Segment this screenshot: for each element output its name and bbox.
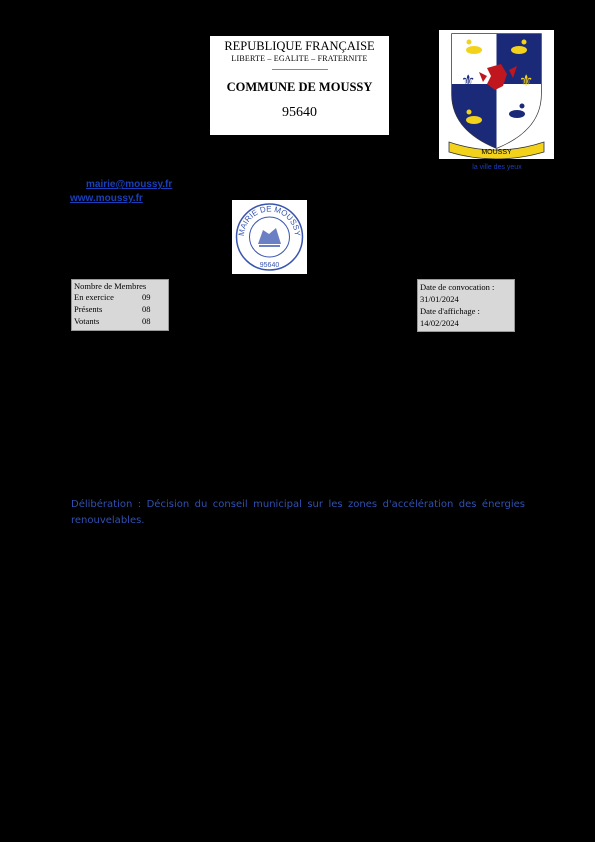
commune-header bbox=[210, 36, 389, 135]
svg-text:⚜: ⚜ bbox=[519, 71, 534, 90]
deliberation-subject: Délibération : Décision du conseil municipal sur les zones d'accélération des énergies renouvelables. bbox=[71, 499, 525, 526]
members-title: Nombre de Membres bbox=[74, 281, 147, 291]
commune-name: COMMUNE DE MOUSSY bbox=[226, 80, 373, 94]
members-row-label: En exercice bbox=[74, 292, 114, 302]
members-row bbox=[74, 315, 166, 327]
coat-of-arms-icon bbox=[439, 30, 554, 159]
republic-title: REPUBLIQUE FRANÇAISE bbox=[224, 39, 375, 53]
members-row-label: Présents bbox=[74, 304, 103, 314]
email-link[interactable]: mairie@moussy.fr bbox=[86, 179, 173, 190]
svg-text:MAIRIE DE MOUSSY bbox=[237, 204, 302, 237]
coat-banner-text: MOUSSY bbox=[481, 149, 512, 156]
affichage-date: 14/02/2024 bbox=[420, 318, 459, 328]
header-divider bbox=[272, 69, 328, 70]
members-summary bbox=[71, 279, 169, 331]
convocation-label: Date de convocation : bbox=[420, 282, 495, 292]
dates-summary bbox=[417, 279, 515, 332]
coat-caption: la ville des yeux bbox=[472, 164, 522, 171]
svg-text:⚜: ⚜ bbox=[461, 71, 476, 90]
members-row bbox=[74, 291, 166, 303]
stamp-top-text: MAIRIE DE MOUSSY bbox=[236, 204, 303, 237]
postal-code: 95640 bbox=[282, 105, 317, 120]
members-row-value: 09 bbox=[142, 292, 151, 302]
convocation-date: 31/01/2024 bbox=[420, 294, 459, 304]
stamp-bottom-text: 95640 bbox=[259, 262, 280, 269]
website-link[interactable]: www.moussy.fr bbox=[70, 193, 143, 204]
members-row bbox=[74, 303, 166, 315]
mairie-stamp-icon bbox=[232, 200, 307, 274]
members-row-value: 08 bbox=[142, 316, 151, 326]
members-row-value: 08 bbox=[142, 304, 151, 314]
republic-motto: LIBERTE – EGALITE – FRATERNITE bbox=[231, 54, 368, 63]
affichage-label: Date d'affichage : bbox=[420, 306, 480, 316]
members-row-label: Votants bbox=[74, 316, 100, 326]
